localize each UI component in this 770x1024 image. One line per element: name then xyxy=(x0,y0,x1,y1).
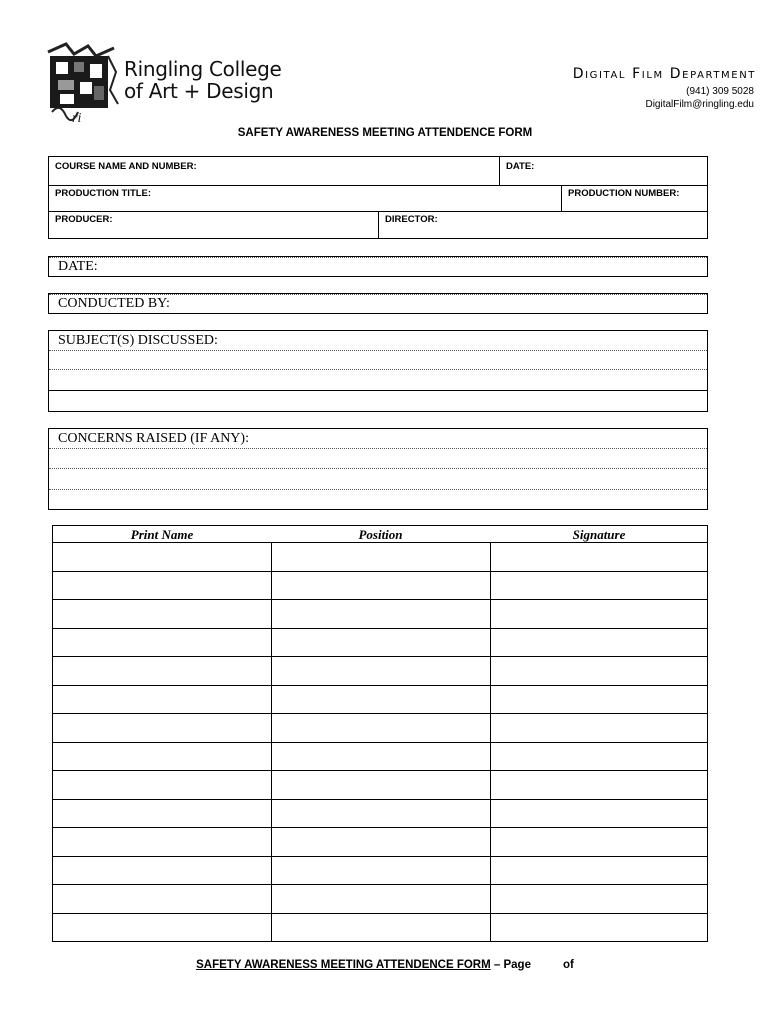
college-name-line1: Ringling College xyxy=(124,57,282,81)
footer-of-text: of xyxy=(562,959,574,971)
attendance-table xyxy=(52,525,708,942)
meeting-date-box[interactable] xyxy=(48,256,708,277)
attendance-row[interactable] xyxy=(53,856,707,857)
production-title-field[interactable]: PRODUCTION TITLE: xyxy=(55,188,152,199)
attendance-row[interactable] xyxy=(53,542,707,543)
form-title: SAFETY AWARENESS MEETING ATTENDENCE FORM xyxy=(237,127,533,139)
attendance-row[interactable] xyxy=(53,827,707,828)
box-top-dots xyxy=(49,257,707,258)
production-number-field[interactable]: PRODUCTION NUMBER: xyxy=(568,188,680,199)
department-phone: (941) 309 5028 xyxy=(686,86,754,97)
course-date-field[interactable]: DATE: xyxy=(506,161,535,172)
director-field[interactable]: DIRECTOR: xyxy=(385,214,438,225)
attendance-row[interactable] xyxy=(53,599,707,600)
concerns-line xyxy=(49,448,707,449)
concerns-raised-box[interactable] xyxy=(48,428,708,510)
subjects-discussed-label: SUBJECT(S) DISCUSSED: xyxy=(58,333,218,348)
college-logo-emblem xyxy=(44,42,122,124)
concerns-raised-label: CONCERNS RAISED (IF ANY): xyxy=(58,431,249,446)
footer-form-title: SAFETY AWARENESS MEETING ATTENDENCE FORM xyxy=(196,959,491,971)
position-header: Position xyxy=(358,527,403,542)
footer-page-text: – Page xyxy=(490,959,531,971)
department-email[interactable]: DigitalFilm@ringling.edu xyxy=(645,99,754,110)
svg-text:ri: ri xyxy=(72,111,82,124)
conducted-by-label: CONDUCTED BY: xyxy=(58,296,170,311)
attendance-row[interactable] xyxy=(53,713,707,714)
concerns-line xyxy=(49,468,707,469)
attendance-row[interactable] xyxy=(53,685,707,686)
info-col-divider xyxy=(499,157,500,185)
attendance-row[interactable] xyxy=(53,770,707,771)
conducted-by-box[interactable] xyxy=(48,293,708,314)
subjects-line xyxy=(49,369,707,370)
attendance-row[interactable] xyxy=(53,884,707,885)
page-footer xyxy=(0,959,770,971)
subjects-discussed-box[interactable] xyxy=(48,330,708,412)
attendance-row[interactable] xyxy=(53,742,707,743)
info-col-divider xyxy=(378,211,379,239)
info-row-divider xyxy=(49,185,707,186)
concerns-line xyxy=(49,489,707,490)
production-info-table xyxy=(48,156,708,239)
course-name-field[interactable]: COURSE NAME AND NUMBER: xyxy=(55,161,197,172)
attendance-row[interactable] xyxy=(53,628,707,629)
box-top-dots xyxy=(49,294,707,295)
attendance-row[interactable] xyxy=(53,913,707,914)
print-name-header: Print Name xyxy=(130,527,194,542)
department-name: Digital Film Department xyxy=(572,66,756,82)
info-col-divider xyxy=(561,185,562,211)
producer-field[interactable]: PRODUCER: xyxy=(55,214,113,225)
college-name-line2: of Art + Design xyxy=(124,79,274,103)
subjects-line xyxy=(49,390,707,391)
attendance-row[interactable] xyxy=(53,799,707,800)
subjects-line xyxy=(49,350,707,351)
attendance-row[interactable] xyxy=(53,571,707,572)
signature-header: Signature xyxy=(572,527,626,542)
attendance-row[interactable] xyxy=(53,656,707,657)
meeting-date-label: DATE: xyxy=(58,259,98,274)
